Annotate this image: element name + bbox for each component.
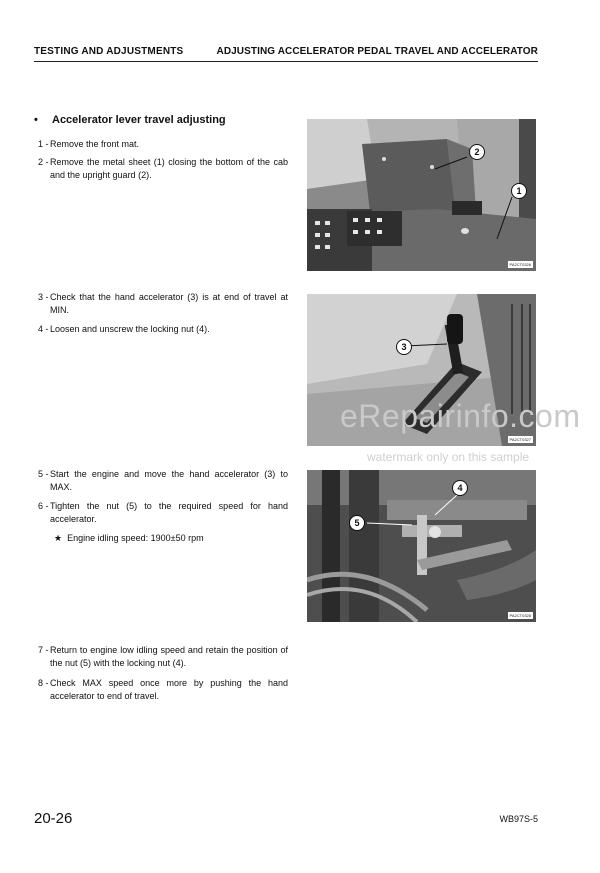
step-text: Check that the hand accelerator (3) is at end of travel at MIN.: [50, 292, 288, 315]
step-number: 3 -: [38, 292, 49, 302]
spec-note-text: Engine idling speed: 1900±50 rpm: [67, 533, 204, 543]
callout-2: 2: [469, 144, 485, 160]
step-text: Remove the front mat.: [50, 139, 140, 149]
step-text: Return to engine low idling speed and retain the position of the nut (5) with the locking nut (4).: [50, 645, 288, 668]
figure-code: PA2CT0327: [509, 437, 531, 442]
section-bullet: •: [34, 114, 38, 126]
figure-linkage-photo: [307, 470, 536, 622]
header-page-title: ADJUSTING ACCELERATOR PEDAL TRAVEL AND ACCELERATOR: [216, 46, 538, 57]
model-code: WB97S-5: [499, 814, 538, 824]
step-6: [38, 500, 288, 526]
step-3: [38, 291, 288, 317]
callout-1: 1: [511, 183, 527, 199]
step-text: Check MAX speed once more by pushing the hand accelerator to end of travel.: [50, 678, 288, 701]
callout-3: 3: [396, 339, 412, 355]
step-5: [38, 468, 288, 494]
spec-note: [54, 532, 204, 545]
section-heading-text: Accelerator lever travel adjusting: [52, 114, 226, 126]
watermark-notice: watermark only on this sample: [367, 450, 530, 464]
header-section-title: TESTING AND ADJUSTMENTS: [34, 46, 184, 57]
throttle-linkage-illustration: [307, 470, 536, 622]
step-text: Start the engine and move the hand accelerator (3) to MAX.: [50, 469, 288, 492]
step-number: 7 -: [38, 645, 49, 655]
figure-code: PA2CT0328: [509, 613, 531, 618]
section-heading: [34, 114, 226, 126]
step-1: [38, 138, 288, 151]
step-text: Tighten the nut (5) to the required speed for hand accelerator.: [50, 501, 288, 524]
step-number: 5 -: [38, 469, 49, 479]
step-2: [38, 156, 288, 182]
cab-floor-illustration: [307, 119, 536, 271]
step-text: Loosen and unscrew the locking nut (4).: [50, 324, 210, 334]
step-number: 2 -: [38, 157, 49, 167]
step-number: 8 -: [38, 678, 49, 688]
step-4: [38, 323, 288, 336]
step-8: [38, 677, 288, 703]
step-number: 1 -: [38, 139, 49, 149]
watermark-site: eRepairinfo.com: [340, 398, 581, 434]
step-number: 4 -: [38, 324, 49, 334]
callout-5: 5: [349, 515, 365, 531]
step-text: Remove the metal sheet (1) closing the bottom of the cab and the upright guard (2).: [50, 157, 288, 180]
page-number: 20-26: [34, 810, 73, 827]
step-7: [38, 644, 288, 670]
figure-cab-floor-photo: [307, 119, 536, 271]
step-number: 6 -: [38, 501, 49, 511]
callout-4: 4: [452, 480, 468, 496]
figure-code: PA2CT0326: [509, 262, 531, 267]
header-divider: [34, 61, 538, 62]
star-icon: ★: [54, 533, 63, 543]
